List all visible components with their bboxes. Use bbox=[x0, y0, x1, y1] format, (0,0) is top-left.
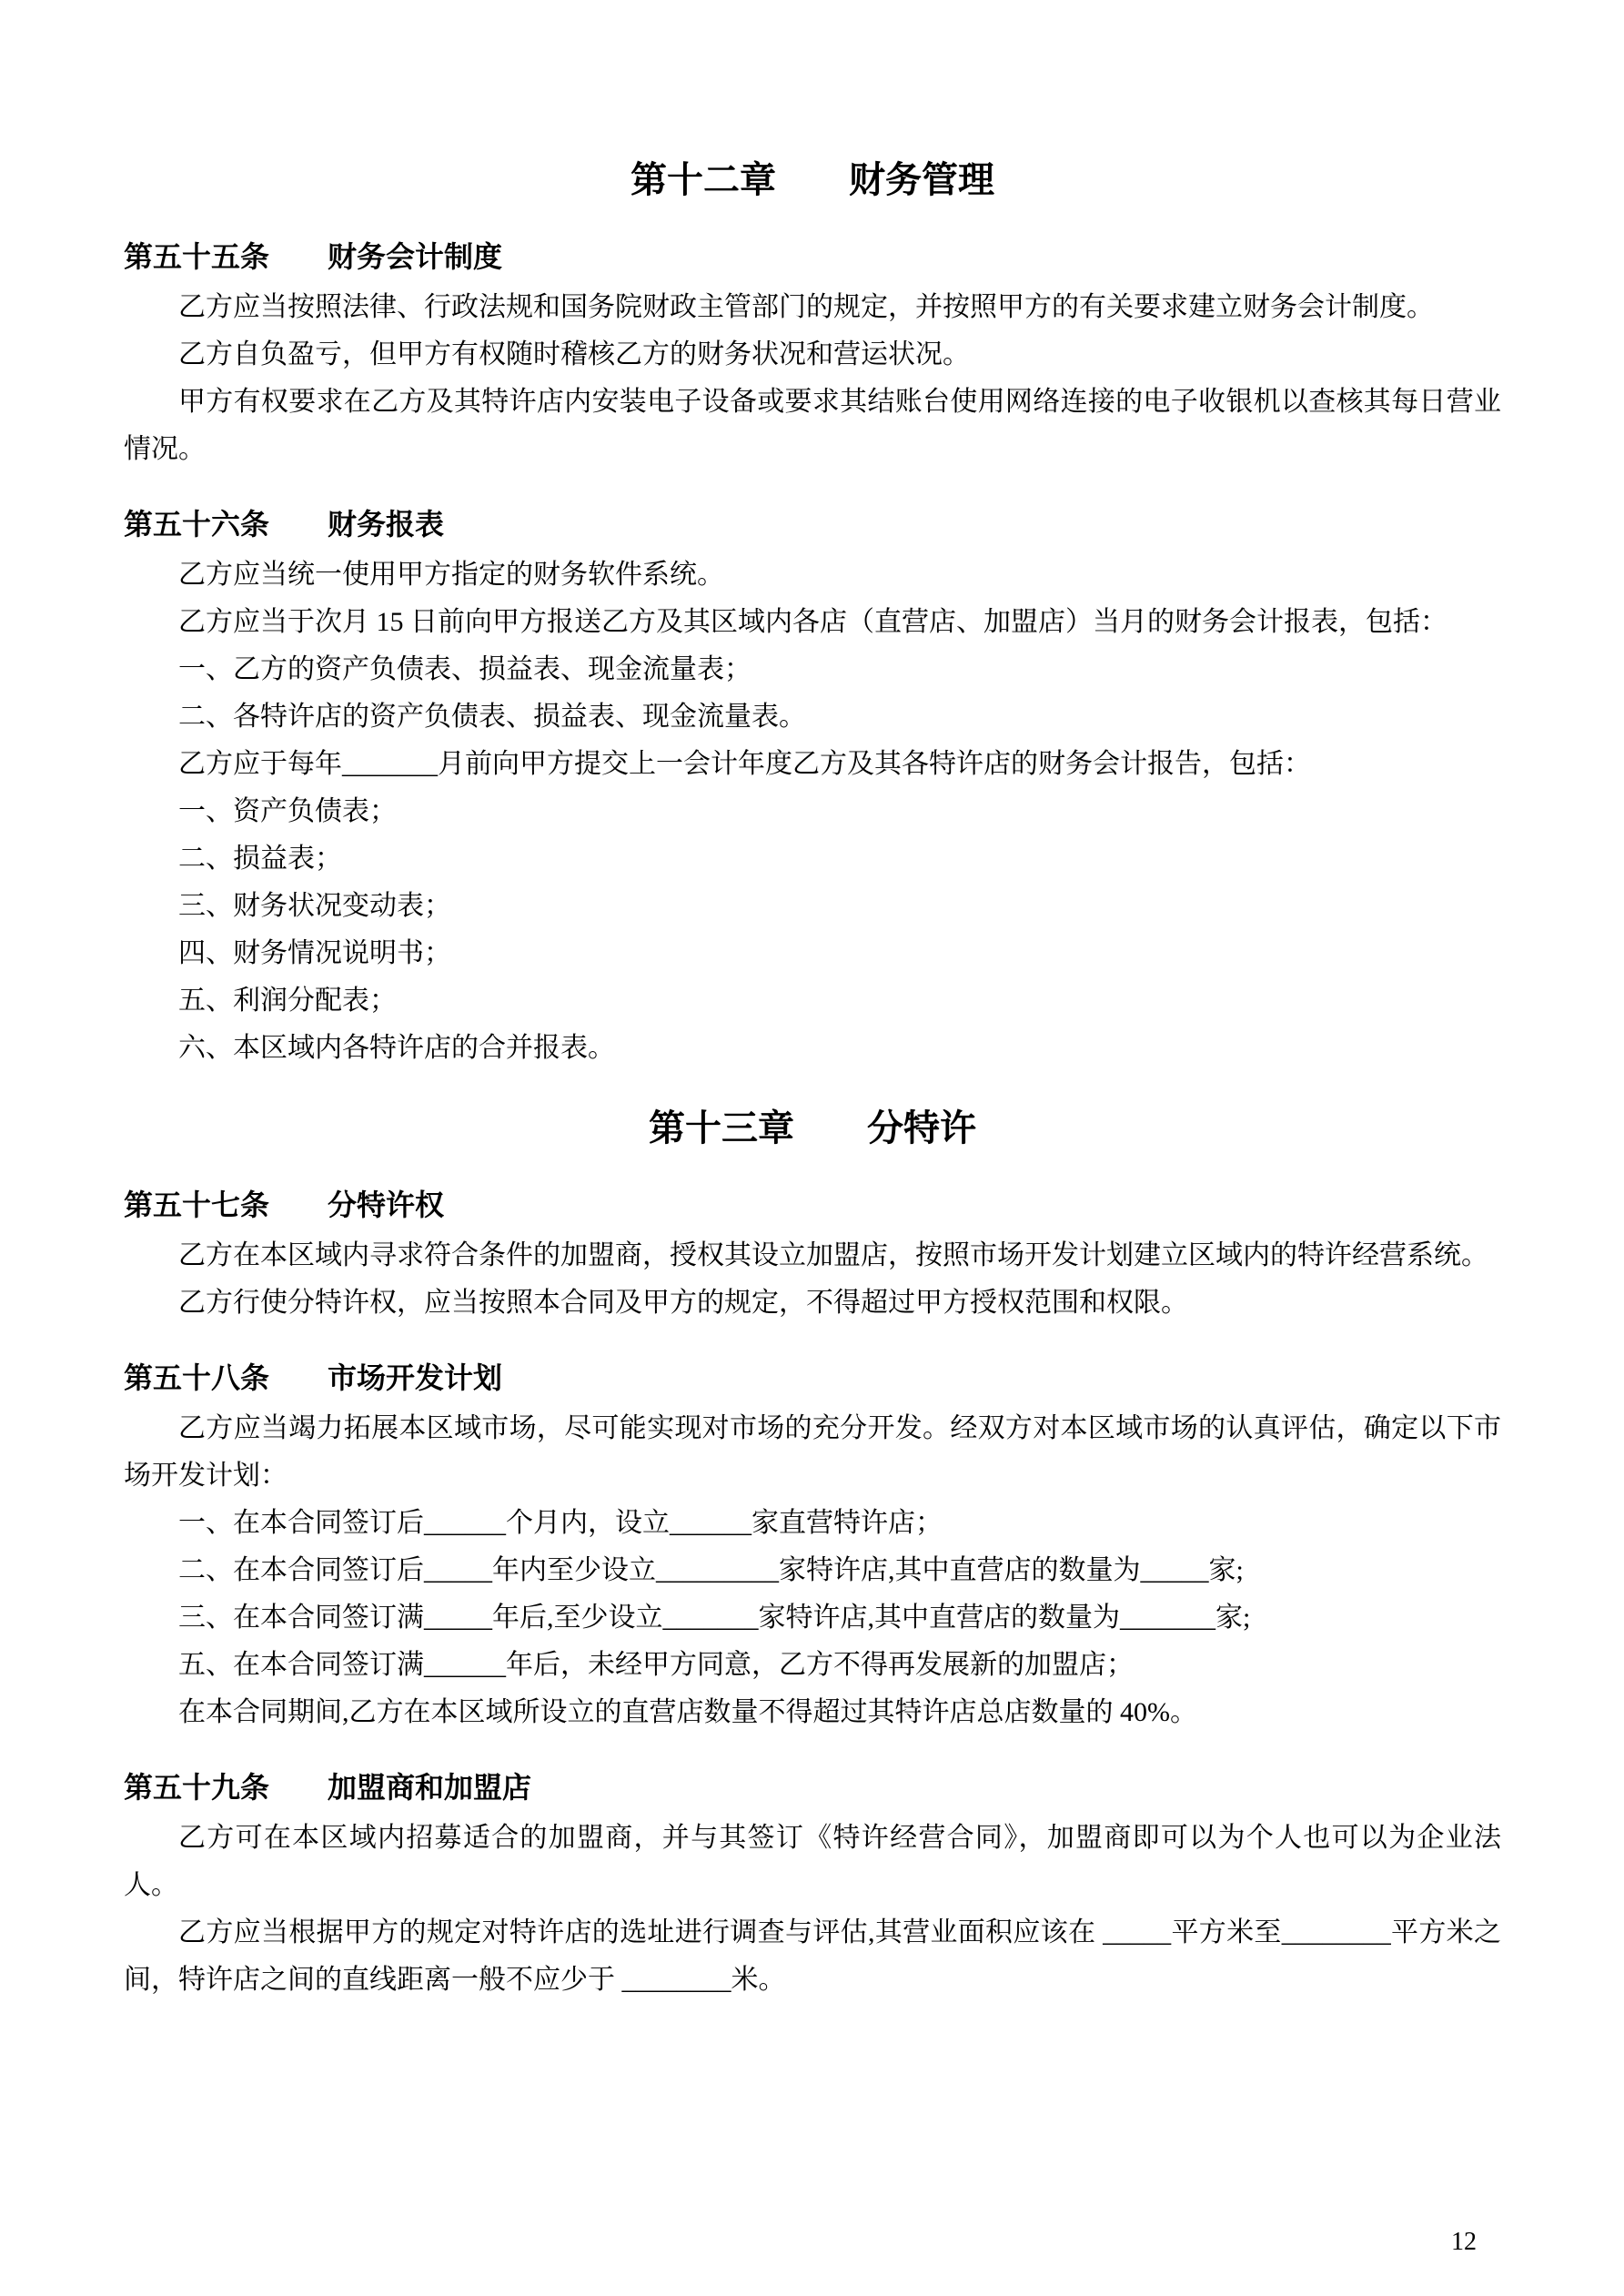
article-56-list-b-item-2: 二、损益表； bbox=[178, 844, 342, 874]
article-58-list-item-2: 二、在本合同签订后_____年内至少设立_________家特许店,其中直营店的数量为_____家; bbox=[178, 1555, 1244, 1585]
article-56-para-3: 乙方应于每年_______月前向甲方提交上一会计年度乙方及其各特许店的财务会计报告，包括： bbox=[178, 749, 1311, 779]
article-56-para-1: 乙方应当统一使用甲方指定的财务软件系统。 bbox=[178, 560, 724, 590]
article-58-list-item-3: 三、在本合同签订满_____年后,至少设立_______家特许店,其中直营店的数量为_______家; bbox=[178, 1603, 1251, 1633]
article-58-heading: 第五十八条 市场开发计划 bbox=[124, 1361, 503, 1394]
article-59-para-2: 乙方应当根据甲方的规定对特许店的选址进行调查与评估,其营业面积应该在 _____平方米至________平方米之间，特许店之间的直线距离一般不应少于 ________米。 bbox=[124, 1917, 1501, 1995]
article-56-list-b-item-3: 三、财务状况变动表； bbox=[178, 891, 451, 921]
article-56-list-b-item-5: 五、利润分配表； bbox=[178, 986, 397, 1016]
article-56-list-b-item-4: 四、财务情况说明书； bbox=[178, 938, 451, 968]
article-56-list-a-item-1: 一、乙方的资产负债表、损益表、现金流量表； bbox=[178, 654, 751, 684]
article-58-para-1: 乙方应当竭力拓展本区域市场，尽可能实现对市场的充分开发。经双方对本区域市场的认真评估，确定以下市场开发计划： bbox=[124, 1413, 1501, 1491]
article-55-para-3: 甲方有权要求在乙方及其特许店内安装电子设备或要求其结账台使用网络连接的电子收银机以查核其每日营业情况。 bbox=[124, 387, 1501, 464]
chapter-12-title: 第十二章 财务管理 bbox=[630, 160, 994, 200]
article-57-heading: 第五十七条 分特许权 bbox=[124, 1188, 445, 1221]
chapter-13-title: 第十三章 分特许 bbox=[649, 1108, 976, 1148]
article-56-list-b-item-1: 一、资产负债表； bbox=[178, 796, 397, 826]
article-55-heading: 第五十五条 财务会计制度 bbox=[124, 240, 503, 273]
article-57-para-2: 乙方行使分特许权，应当按照本合同及甲方的规定，不得超过甲方授权范围和权限。 bbox=[178, 1288, 1188, 1318]
article-59-heading: 第五十九条 加盟商和加盟店 bbox=[124, 1771, 532, 1804]
article-58-para-2: 在本合同期间,乙方在本区域所设立的直营店数量不得超过其特许店总店数量的 40%。 bbox=[178, 1697, 1197, 1727]
article-57-para-1: 乙方在本区域内寻求符合条件的加盟商，授权其设立加盟店，按照市场开发计划建立区域内的特许经营系统。 bbox=[178, 1240, 1488, 1270]
article-56-list-a-item-2: 二、各特许店的资产负债表、损益表、现金流量表。 bbox=[178, 702, 806, 732]
page-number: 12 bbox=[1451, 2228, 1477, 2256]
article-58-list-item-5: 五、在本合同签订满______年后，未经甲方同意，乙方不得再发展新的加盟店； bbox=[178, 1650, 1134, 1680]
article-56-para-2: 乙方应当于次月 15 日前向甲方报送乙方及其区域内各店（直营店、加盟店）当月的财务会计报表，包括： bbox=[178, 607, 1447, 637]
article-56-heading: 第五十六条 财务报表 bbox=[124, 508, 445, 541]
article-55-para-2: 乙方自负盈亏，但甲方有权随时稽核乙方的财务状况和营运状况。 bbox=[178, 339, 970, 369]
article-59-para-1: 乙方可在本区域内招募适合的加盟商，并与其签订《特许经营合同》，加盟商即可以为个人也可以为企业法人。 bbox=[124, 1823, 1501, 1900]
article-56-list-b-item-6: 六、本区域内各特许店的合并报表。 bbox=[178, 1033, 615, 1063]
article-58-list-item-1: 一、在本合同签订后______个月内，设立______家直营特许店； bbox=[178, 1508, 943, 1538]
article-55-para-1: 乙方应当按照法律、行政法规和国务院财政主管部门的规定，并按照甲方的有关要求建立财务会计制度。 bbox=[178, 292, 1434, 322]
